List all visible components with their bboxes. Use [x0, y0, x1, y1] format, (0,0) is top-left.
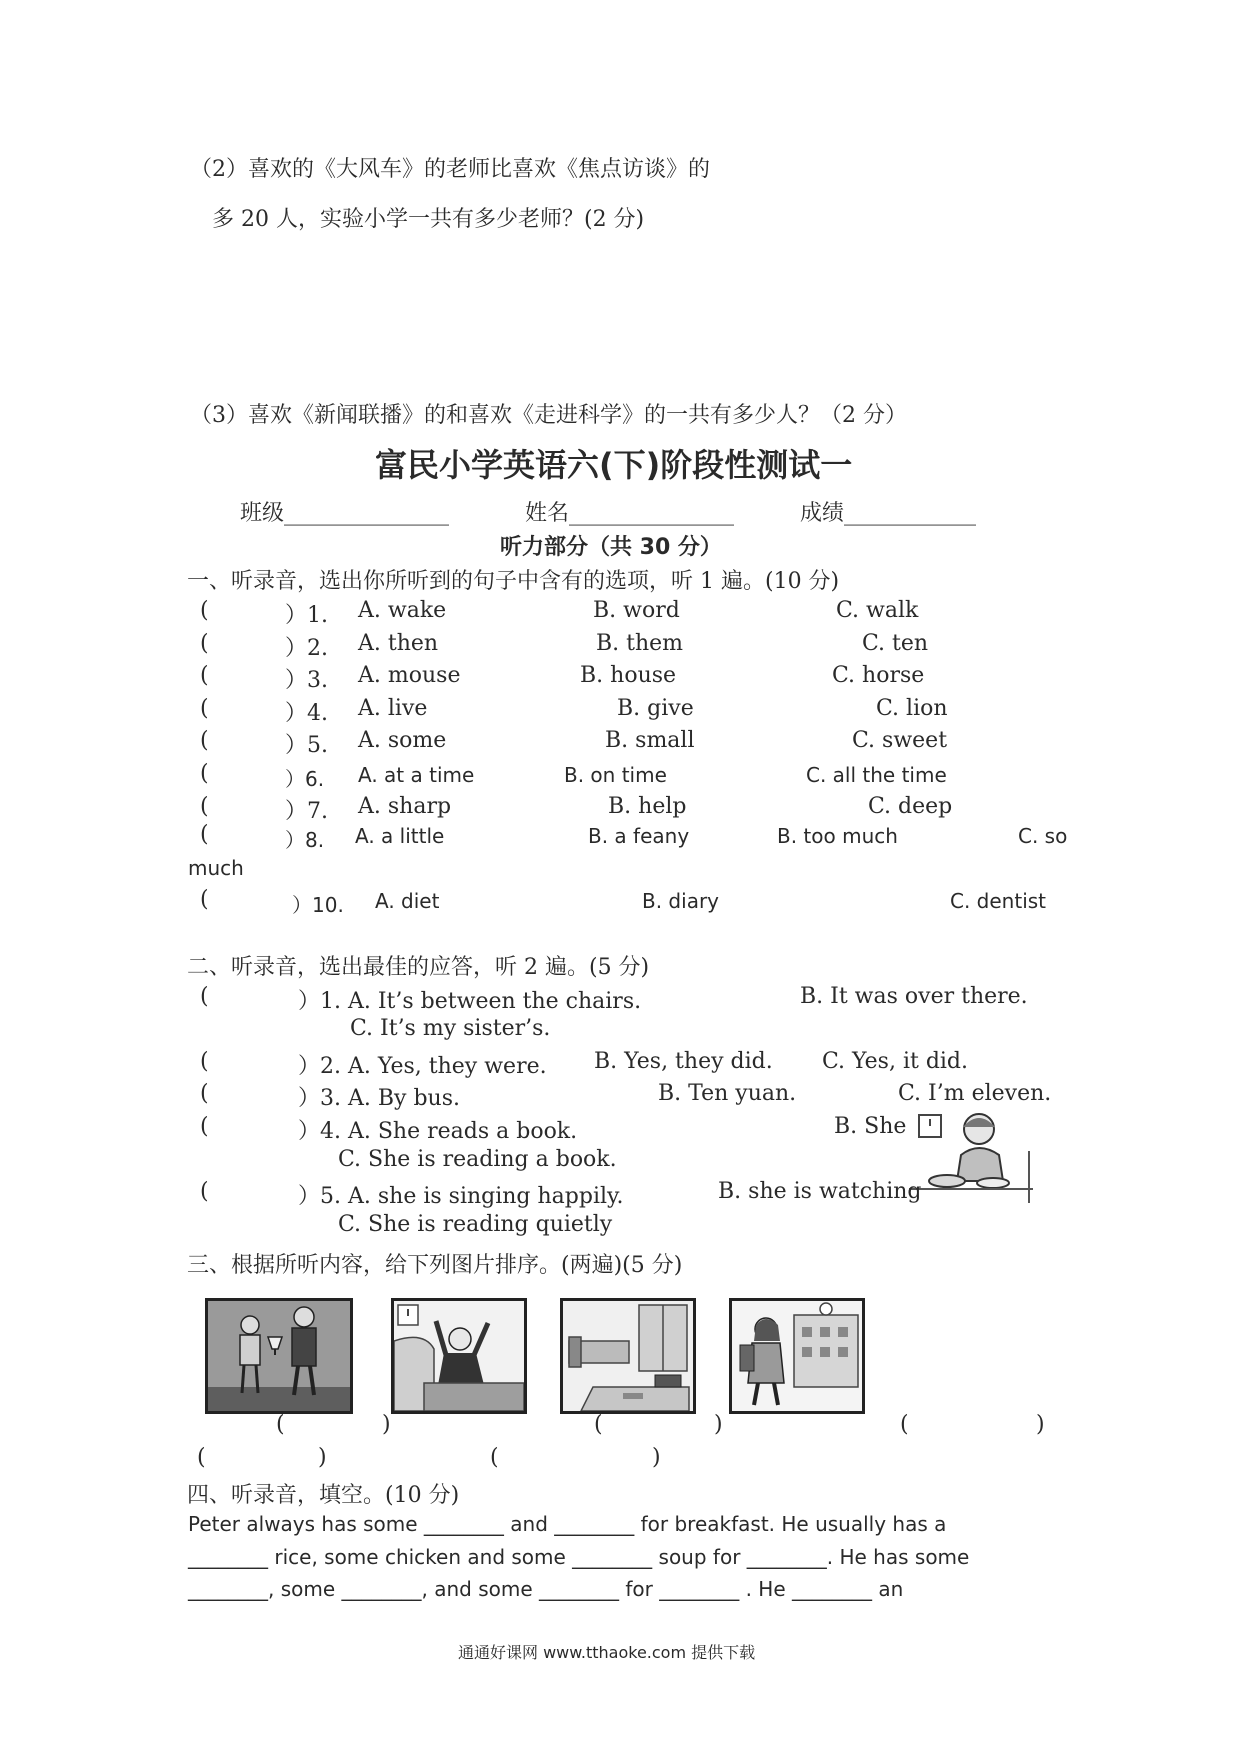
s3-blank1-open: ( — [276, 1412, 285, 1437]
s1-row1-num: ）1. — [285, 603, 328, 628]
s2-q5-b: B. she is watching — [718, 1179, 922, 1204]
s1-row2-paren: ( — [200, 631, 209, 656]
s1-row4-paren: ( — [200, 696, 209, 721]
s1-row10-a: A. diet — [375, 889, 440, 913]
s1-row5-a: A. some — [358, 728, 447, 753]
s1-row7-paren: ( — [200, 794, 209, 819]
s1-row7-c: C. deep — [868, 794, 953, 819]
s2-q1-paren: ( — [200, 984, 209, 1009]
s1-row7-num: ）7. — [285, 799, 328, 824]
s1-row3-c: C. horse — [832, 663, 925, 688]
s1-row2-c: C. ten — [862, 631, 929, 656]
s1-row10-paren: ( — [200, 887, 209, 912]
s1-row3-a: A. mouse — [358, 663, 461, 688]
prev-question-3: （3）喜欢《新闻联播》的和喜欢《走进科学》的一共有多少人？（2 分） — [190, 403, 907, 428]
s4-line1: Peter always has some ________ and ________ for breakfast. He usually has a — [188, 1512, 947, 1536]
going-to-school-picture — [729, 1298, 865, 1414]
s1-row4-c: C. lion — [876, 696, 948, 721]
s1-row10-b: B. diary — [642, 889, 720, 913]
section2-heading: 二、听录音，选出最佳的应答，听 2 遍。(5 分) — [187, 955, 650, 980]
s1-row4-num: ）4. — [285, 701, 328, 726]
s1-row5-c: C. sweet — [852, 728, 948, 753]
s1-row1-c: C. walk — [836, 598, 919, 623]
s1-row6-b: B. on time — [564, 763, 667, 787]
s3-blank3-close: ) — [1036, 1412, 1045, 1437]
name-field: 姓名_______________ — [525, 501, 735, 526]
s1-row6-a: A. at a time — [358, 763, 475, 787]
s4-line2: ________ rice, some chicken and some ________ soup for ________. He has some — [188, 1545, 970, 1569]
s2-q1-a: ）1. A. It’s between the chairs. — [298, 989, 642, 1014]
bedroom-picture — [560, 1298, 696, 1414]
s1-row6-num: ）6. — [285, 767, 325, 791]
s2-q2-paren: ( — [200, 1049, 209, 1074]
s2-q5-c: C. She is reading quietly — [338, 1212, 613, 1237]
s3-blank5-open: ( — [490, 1445, 499, 1470]
eating-girl-picture — [905, 1107, 1033, 1203]
exam-title: 富民小学英语六(下)阶段性测试一 — [375, 446, 853, 484]
prev-question-2-line1: （2）喜欢的《大风车》的老师比喜欢《焦点访谈》的 — [190, 157, 710, 182]
s2-q4-c: C. She is reading a book. — [338, 1147, 617, 1172]
s3-blank5-close: ) — [652, 1445, 661, 1470]
s2-q3-a: ）3. A. By bus. — [298, 1086, 460, 1111]
s2-q3-b: B. Ten yuan. — [658, 1081, 797, 1106]
s3-blank4-open: ( — [197, 1445, 206, 1470]
s1-row1-paren: ( — [200, 598, 209, 623]
score-field: 成绩____________ — [800, 501, 977, 526]
section1-heading: 一、听录音，选出你所听到的句子中含有的选项，听 1 遍。(10 分) — [187, 569, 840, 594]
s2-q2-a: ）2. A. Yes, they were. — [298, 1054, 547, 1079]
s1-row1-b: B. word — [593, 598, 680, 623]
s2-q1-b: B. It was over there. — [800, 984, 1028, 1009]
footer-source: 通通好课网 www.tthaoke.com 提供下载 — [458, 1643, 756, 1662]
s1-row5-paren: ( — [200, 728, 209, 753]
s2-q5-a: ）5. A. she is singing happily. — [298, 1184, 624, 1209]
s1-row10-c: C. dentist — [950, 889, 1047, 913]
s4-line3: ________, some ________, and some ________ for ________ . He ________ an — [188, 1577, 904, 1601]
s3-blank3-open: ( — [900, 1412, 909, 1437]
s2-q4-paren: ( — [200, 1114, 209, 1139]
s1-row8-num: ）8. — [285, 828, 325, 852]
s1-row5-b: B. small — [605, 728, 695, 753]
s1-row4-b: B. give — [617, 696, 694, 721]
s2-q5-paren: ( — [200, 1179, 209, 1204]
s2-q3-paren: ( — [200, 1081, 209, 1106]
s1-row1-a: A. wake — [358, 598, 447, 623]
s1-row2-b: B. them — [596, 631, 684, 656]
s1-row2-num: ）2. — [285, 636, 328, 661]
s1-row8-a: A. a little — [355, 824, 445, 848]
section4-heading: 四、听录音，填空。(10 分) — [187, 1483, 460, 1508]
s1-row3-num: ）3. — [285, 668, 328, 693]
waking-up-picture — [391, 1298, 527, 1414]
s2-q2-c: C. Yes, it did. — [822, 1049, 969, 1074]
class-field: 班级_______________ — [240, 501, 450, 526]
s1-row2-a: A. then — [358, 631, 439, 656]
section3-heading: 三、根据所听内容，给下列图片排序。(两遍)(5 分) — [187, 1253, 683, 1278]
s3-blank1-close: ) — [382, 1412, 391, 1437]
s2-q4-b: B. She — [834, 1114, 907, 1139]
s1-row6-paren: ( — [200, 761, 209, 786]
s3-blank2-open: ( — [594, 1412, 603, 1437]
s3-blank2-close: ) — [714, 1412, 723, 1437]
s1-row5-num: ）5. — [285, 733, 328, 758]
s1-row3-b: B. house — [580, 663, 677, 688]
listening-header: 听力部分（共 30 分） — [500, 535, 722, 560]
s1-row8-b2: B. too much — [777, 824, 898, 848]
s1-row10-num: ）10. — [292, 893, 344, 917]
s2-q3-c: C. I’m eleven. — [898, 1081, 1052, 1106]
s1-row6-c: C. all the time — [806, 763, 947, 787]
s1-row7-a: A. sharp — [358, 794, 452, 819]
s2-q1-c: C. It’s my sister’s. — [350, 1016, 551, 1041]
s1-row8-b: B. a feany — [588, 824, 690, 848]
s1-row7-b: B. help — [608, 794, 687, 819]
s3-blank4-close: ) — [318, 1445, 327, 1470]
s1-row8-c: C. so — [1018, 824, 1068, 848]
s2-q2-b: B. Yes, they did. — [594, 1049, 773, 1074]
award-picture — [205, 1298, 353, 1414]
s1-row4-a: A. live — [358, 696, 428, 721]
s2-q4-a: ）4. A. She reads a book. — [298, 1119, 578, 1144]
s1-row3-paren: ( — [200, 663, 209, 688]
s1-row8-wrap: much — [188, 856, 244, 880]
prev-question-2-line2: 多 20 人，实验小学一共有多少老师？(2 分) — [212, 207, 645, 232]
s1-row8-paren: ( — [200, 822, 209, 847]
